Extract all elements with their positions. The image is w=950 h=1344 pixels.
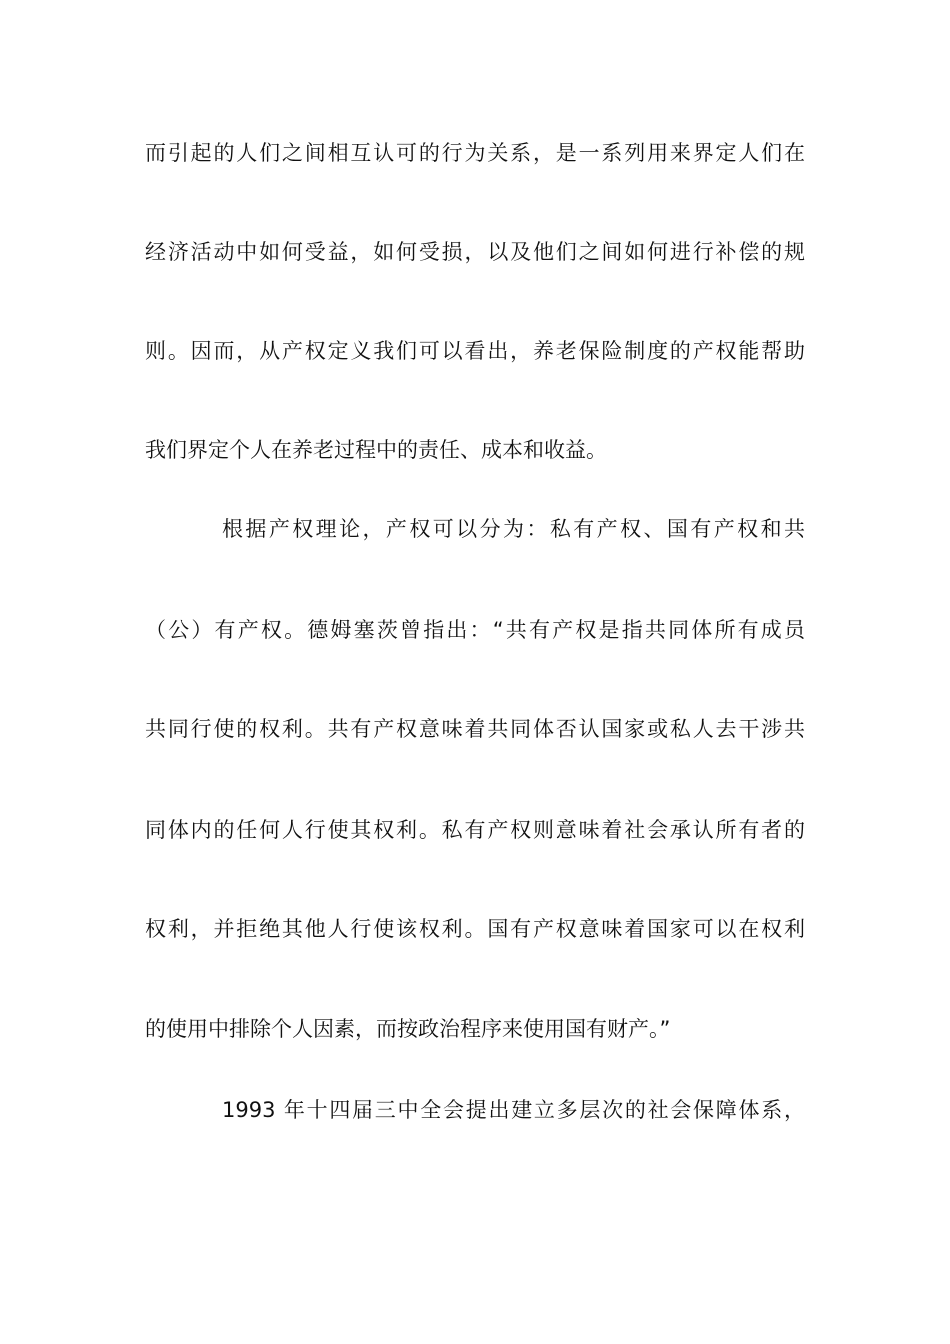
text-line: 我们界定个人在养老过程中的责任、成本和收益。 <box>145 438 607 462</box>
text-line: 而引起的人们之间相互认可的行为关系，是一系列用来界定人们在 <box>145 141 805 165</box>
text-line: （公）有产权。德姆塞茨曾指出：“共有产权是指共同体所有成员 <box>145 618 805 642</box>
text-line: 权利，并拒绝其他人行使该权利。国有产权意味着国家可以在权利 <box>145 917 805 941</box>
paragraph-start-line: 根据产权理论，产权可以分为：私有产权、国有产权和共 <box>222 517 805 541</box>
text-line: 同体内的任何人行使其权利。私有产权则意味着社会承认所有者的 <box>145 818 805 842</box>
text-line: 共同行使的权利。共有产权意味着共同体否认国家或私人去干涉共 <box>145 717 805 741</box>
paragraph-start-line: 1993 年十四届三中全会提出建立多层次的社会保障体系， <box>222 1098 805 1122</box>
text-line: 的使用中排除个人因素，而按政治程序来使用国有财产。” <box>145 1017 671 1041</box>
text-line: 则。因而，从产权定义我们可以看出，养老保险制度的产权能帮助 <box>145 339 805 363</box>
text-line: 经济活动中如何受益，如何受损，以及他们之间如何进行补偿的规 <box>145 240 805 264</box>
